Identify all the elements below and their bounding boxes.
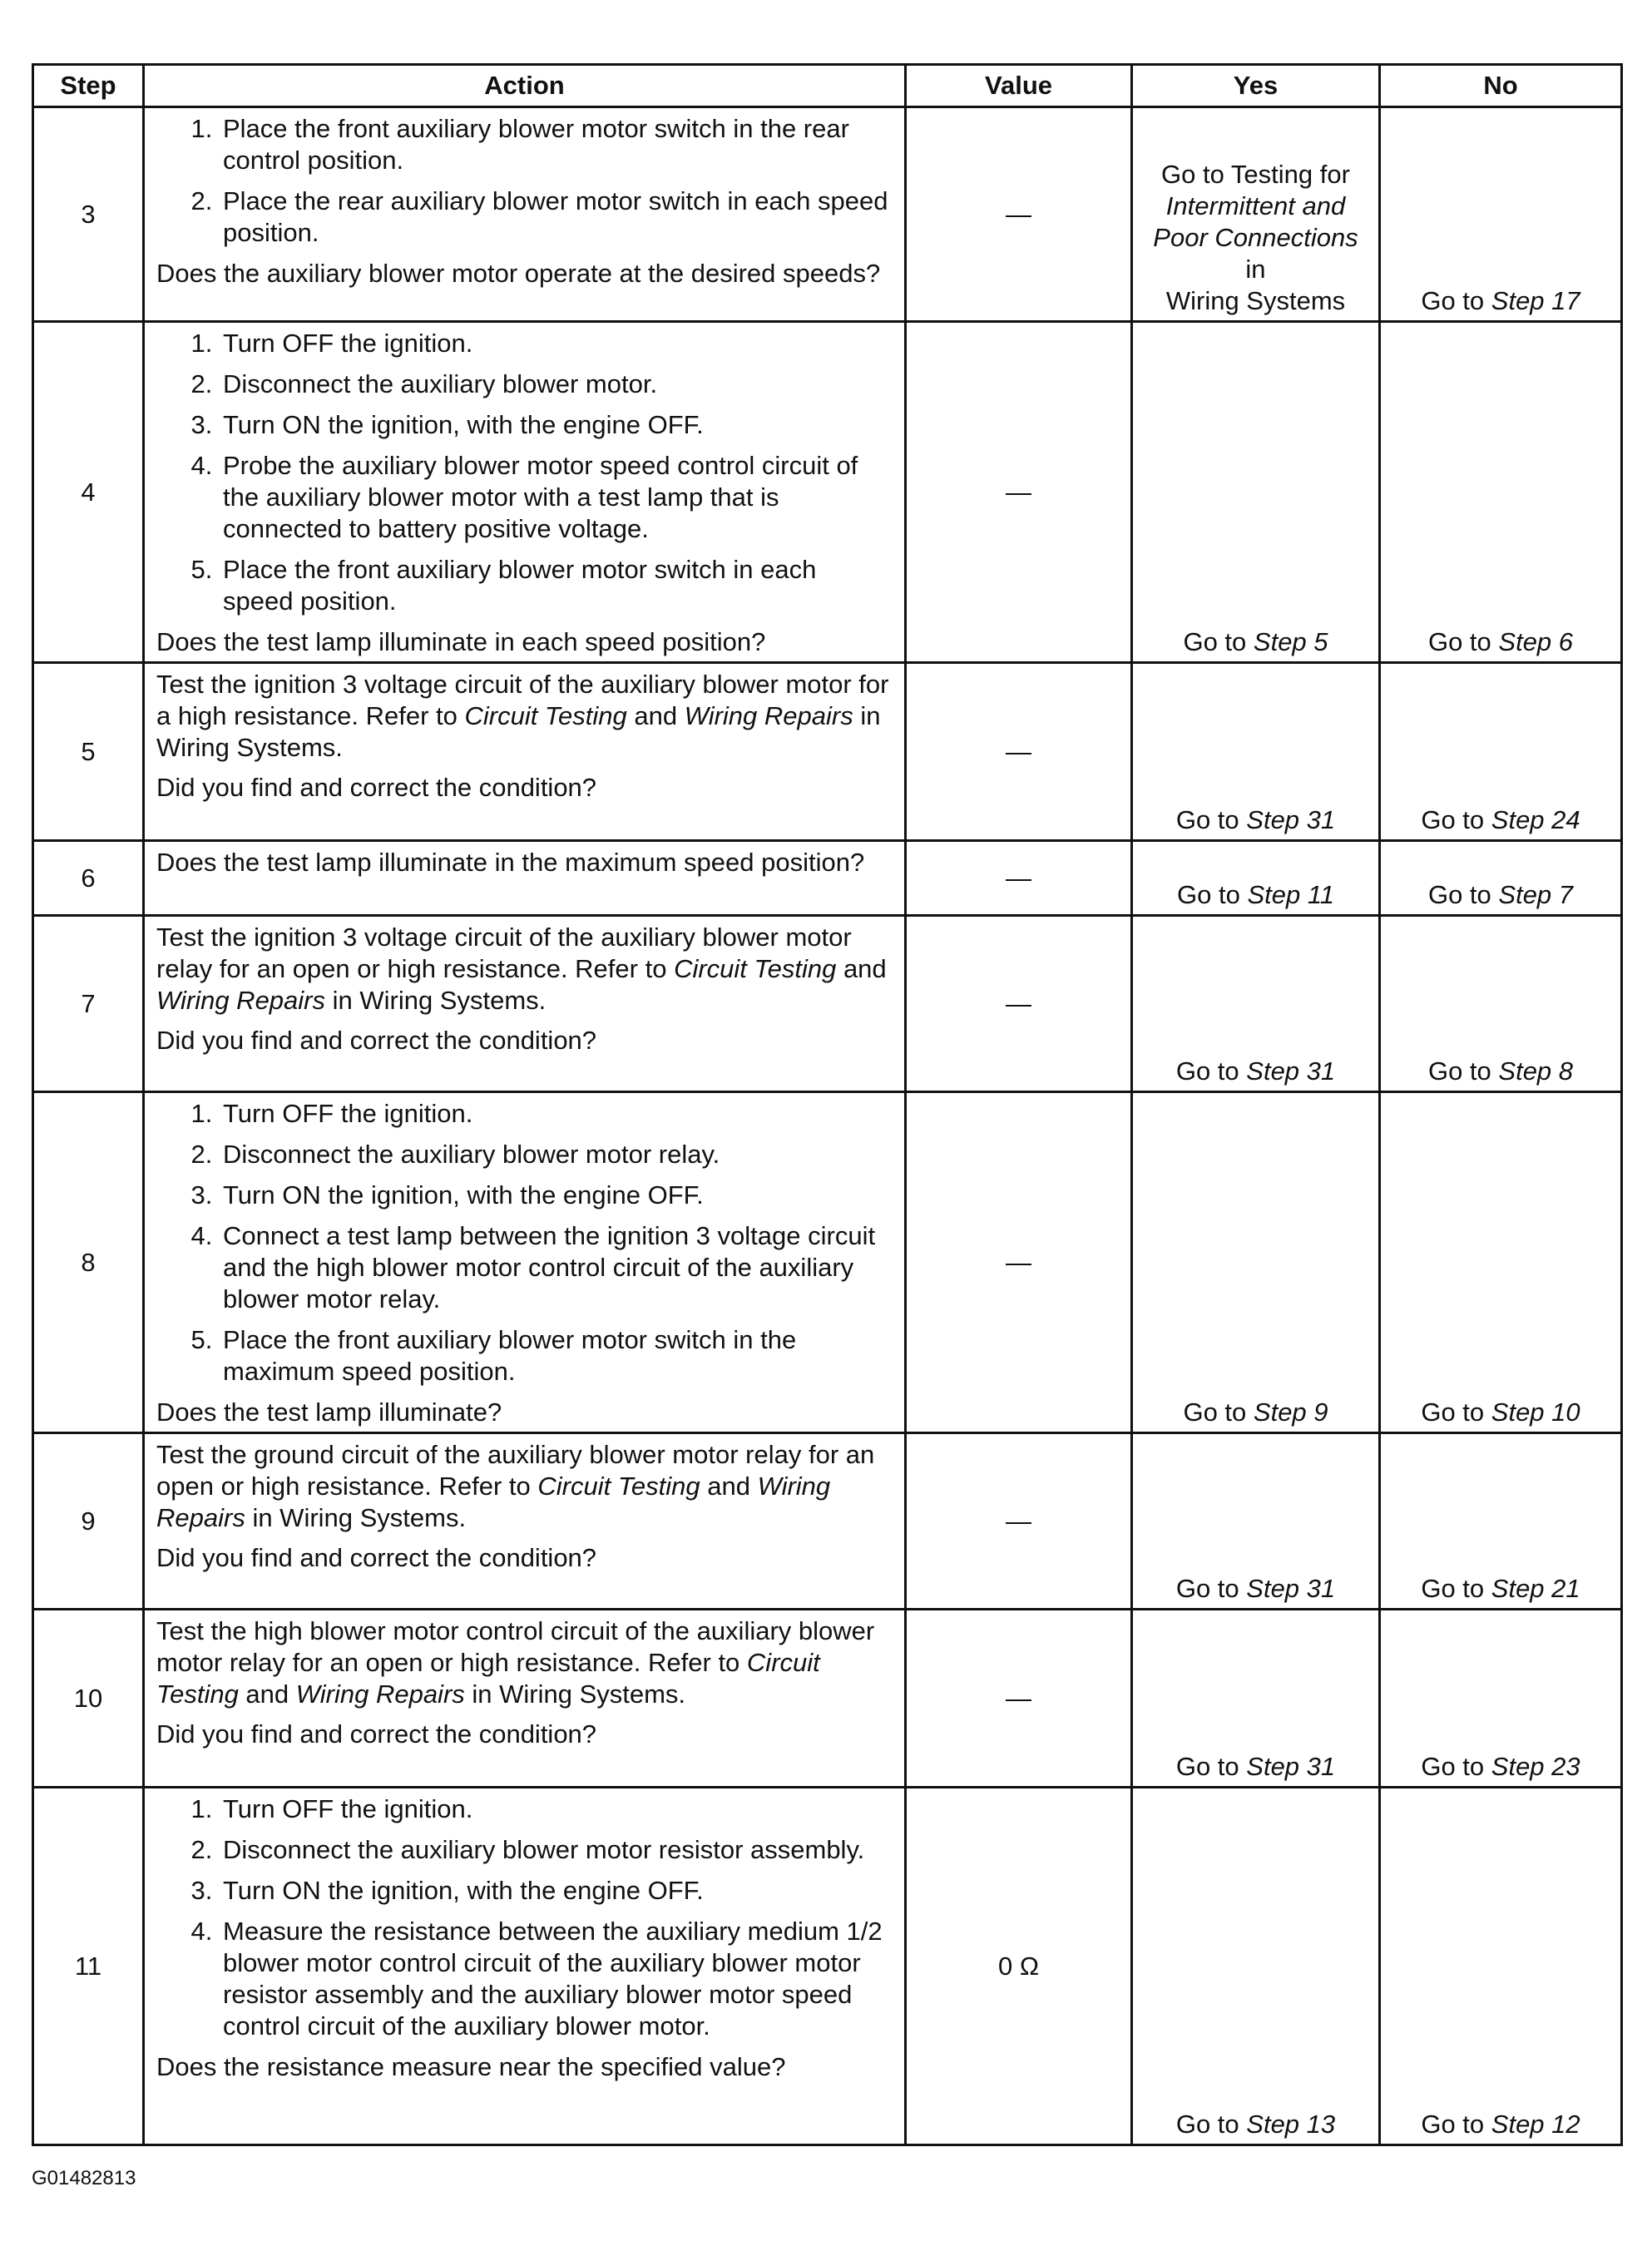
- step-number: 11: [33, 1788, 144, 2145]
- instruction-paragraph: Test the ignition 3 voltage circuit of the auxiliary blower motor relay for an open or high resistance. Refer to Circuit Testing and Wiring Repairs in Wiring Systems.: [156, 923, 887, 1015]
- no-cell: Go to Step 8: [1380, 916, 1622, 1092]
- question-text: Did you find and correct the condition?: [156, 1543, 597, 1572]
- table-row: [33, 663, 1622, 841]
- question-text: Does the test lamp illuminate in each speed position?: [156, 627, 766, 656]
- step-number: 8: [33, 1092, 144, 1433]
- instruction-item: 5. Place the front auxiliary blower motor switch in each speed position.: [220, 554, 893, 617]
- instruction-item: 1. Turn OFF the ignition.: [220, 1098, 893, 1130]
- header-action: Action: [144, 65, 906, 107]
- table-row: [33, 1433, 1622, 1610]
- no-cell: Go to Step 24: [1380, 663, 1622, 841]
- action-cell: [144, 1092, 906, 1433]
- value-cell: —: [906, 841, 1132, 916]
- instruction-item: 1. Place the front auxiliary blower motor switch in the rear control position.: [220, 113, 893, 176]
- instruction-item: 3. Turn ON the ignition, with the engine OFF.: [220, 1875, 893, 1907]
- action-cell: [144, 841, 906, 916]
- instruction-list: [156, 1098, 893, 1388]
- value-cell: —: [906, 916, 1132, 1092]
- instruction-item: 2. Disconnect the auxiliary blower motor.: [220, 369, 893, 400]
- instruction-list: [156, 1793, 893, 2042]
- value-cell: —: [906, 1092, 1132, 1433]
- action-cell: [144, 1433, 906, 1610]
- no-cell: Go to Step 23: [1380, 1610, 1622, 1788]
- yes-cell: Go to Step 5: [1132, 322, 1380, 663]
- instruction-item: 4. Probe the auxiliary blower motor speed control circuit of the auxiliary blower motor with a test lamp that is connected to battery positive voltage.: [220, 450, 893, 545]
- yes-cell: Go to Step 13: [1132, 1788, 1380, 2145]
- yes-cell: Go to Step 11: [1132, 841, 1380, 916]
- instruction-list: [156, 113, 893, 249]
- instruction-paragraph: Test the ground circuit of the auxiliary blower motor relay for an open or high resistance. Refer to Circuit Testing and Wiring Repairs in Wiring Systems.: [156, 1440, 875, 1532]
- table-row: [33, 841, 1622, 916]
- step-number: 4: [33, 322, 144, 663]
- action-cell: [144, 107, 906, 322]
- yes-line: Wiring Systems: [1165, 286, 1346, 315]
- value-cell: —: [906, 107, 1132, 322]
- instruction-item: 2. Disconnect the auxiliary blower motor relay.: [220, 1139, 893, 1170]
- no-cell: Go to Step 6: [1380, 322, 1622, 663]
- step-number: 5: [33, 663, 144, 841]
- value-cell: 0 Ω: [906, 1788, 1132, 2145]
- step-number: 3: [33, 107, 144, 322]
- instruction-item: 4. Connect a test lamp between the ignition 3 voltage circuit and the high blower motor control circuit of the auxiliary blower motor relay.: [220, 1220, 893, 1315]
- instruction-list: [156, 328, 893, 617]
- action-cell: [144, 916, 906, 1092]
- figure-id: G01482813: [32, 2167, 136, 2189]
- question-text: Does the test lamp illuminate?: [156, 1398, 502, 1427]
- question-text: Did you find and correct the condition?: [156, 1719, 597, 1749]
- header-value: Value: [906, 65, 1132, 107]
- instruction-paragraph: Test the ignition 3 voltage circuit of the auxiliary blower motor for a high resistance. Refer to Circuit Testing and Wiring Repairs in Wiring Systems.: [156, 670, 889, 762]
- instruction-item: 4. Measure the resistance between the auxiliary medium 1/2 blower motor control circuit of the auxiliary blower motor resistor assembly and the auxiliary blower motor speed control circuit of the auxiliary blower motor.: [220, 1916, 893, 2042]
- table-row: [33, 107, 1622, 322]
- question-text: Did you find and correct the condition?: [156, 773, 597, 802]
- instruction-item: 3. Turn ON the ignition, with the engine OFF.: [220, 409, 893, 441]
- step-number: 7: [33, 916, 144, 1092]
- instruction-paragraph: Test the high blower motor control circuit of the auxiliary blower motor relay for an open or high resistance. Refer to Circuit Testing and Wiring Repairs in Wiring Systems.: [156, 1616, 875, 1709]
- instruction-item: 5. Place the front auxiliary blower motor switch in the maximum speed position.: [220, 1324, 893, 1388]
- step-number: 9: [33, 1433, 144, 1610]
- step-number: 6: [33, 841, 144, 916]
- value-cell: —: [906, 1610, 1132, 1788]
- instruction-item: 2. Disconnect the auxiliary blower motor resistor assembly.: [220, 1834, 893, 1866]
- action-cell: [144, 1610, 906, 1788]
- question-text: Does the test lamp illuminate in the maximum speed position?: [156, 848, 865, 877]
- instruction-item: 3. Turn ON the ignition, with the engine OFF.: [220, 1180, 893, 1211]
- yes-line: in: [1245, 255, 1266, 284]
- value-cell: —: [906, 663, 1132, 841]
- value-cell: —: [906, 1433, 1132, 1610]
- table-row: [33, 1788, 1622, 2145]
- no-cell: Go to Step 21: [1380, 1433, 1622, 1610]
- header-row: [33, 65, 1622, 107]
- question-text: Did you find and correct the condition?: [156, 1026, 597, 1055]
- no-cell: Go to Step 10: [1380, 1092, 1622, 1433]
- step-number: 10: [33, 1610, 144, 1788]
- header-no: No: [1380, 65, 1622, 107]
- yes-cell: Go to Step 31: [1132, 916, 1380, 1092]
- yes-cell: Go to Step 31: [1132, 1433, 1380, 1610]
- header-step: Step: [33, 65, 144, 107]
- table-row: [33, 916, 1622, 1092]
- yes-line: Go to Testing for: [1161, 160, 1350, 189]
- table-row: [33, 322, 1622, 663]
- question-text: Does the resistance measure near the specified value?: [156, 2052, 786, 2081]
- value-cell: —: [906, 322, 1132, 663]
- no-cell: Go to Step 17: [1380, 107, 1622, 322]
- no-cell: Go to Step 12: [1380, 1788, 1622, 2145]
- header-yes: Yes: [1132, 65, 1380, 107]
- yes-cell: Go to Step 31: [1132, 1610, 1380, 1788]
- yes-cell: Go to Step 9: [1132, 1092, 1380, 1433]
- instruction-item: 1. Turn OFF the ignition.: [220, 1793, 893, 1825]
- diagnostic-table: [32, 63, 1623, 2146]
- action-cell: [144, 322, 906, 663]
- action-cell: [144, 1788, 906, 2145]
- yes-line: Intermittent and: [1165, 191, 1346, 220]
- table-row: [33, 1092, 1622, 1433]
- table-row: [33, 1610, 1622, 1788]
- no-cell: Go to Step 7: [1380, 841, 1622, 916]
- action-cell: [144, 663, 906, 841]
- yes-cell: [1132, 107, 1380, 322]
- instruction-item: 1. Turn OFF the ignition.: [220, 328, 893, 359]
- yes-line: Poor Connections: [1153, 223, 1358, 252]
- yes-cell: Go to Step 31: [1132, 663, 1380, 841]
- instruction-item: 2. Place the rear auxiliary blower motor switch in each speed position.: [220, 186, 893, 249]
- question-text: Does the auxiliary blower motor operate at the desired speeds?: [156, 259, 881, 288]
